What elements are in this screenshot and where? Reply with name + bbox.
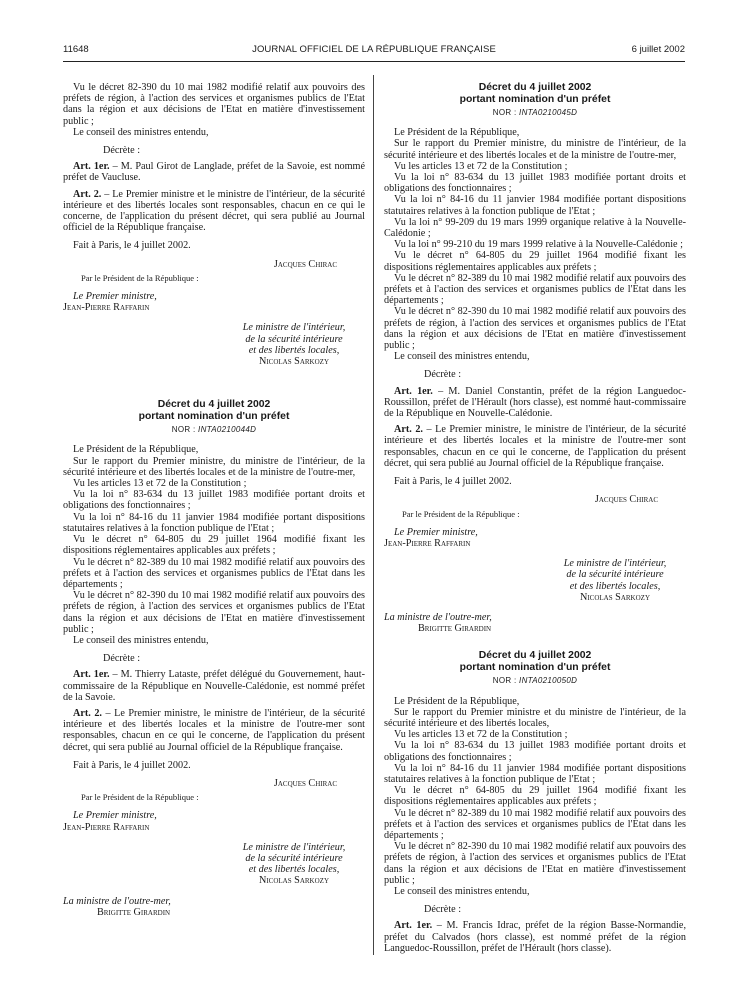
visa: Le Président de la République, — [73, 444, 199, 456]
premier-ministre-name: Jean-Pierre Raffarin — [384, 537, 471, 549]
page-number: 11648 — [63, 44, 89, 55]
article-label: Art. 2. — [73, 707, 102, 719]
interior-minister-name: Nicolas Sarkozy — [258, 356, 329, 368]
article-text: – M. Francis Idrac, préfet de la région Basse-Normandie, préfet du Calvados (hors classe), est nommé préfet de la région Languedoc-Roussillon, préfet de l'Hérault (hors classe). — [384, 920, 686, 954]
visa: Vu le décret n° 64-805 du 29 juillet 1964 modifié fixant les dispositions réglementaires applicables aux préfets ; — [384, 785, 686, 808]
interior-minister-block — [63, 322, 365, 367]
visa: Vu la loi n° 99-209 du 19 mars 1999 organique relative à la Nouvelle-Calédonie ; — [384, 216, 686, 240]
article-1 — [384, 920, 686, 954]
nor-reference — [384, 107, 686, 118]
interior-minister-block — [384, 558, 686, 603]
interior-role-line: de la sécurité intérieure — [245, 333, 343, 345]
visa: Vu la loi n° 84-16 du 11 janvier 1984 modifiée portant dispositions statutaires relatives à la fonction publique de l'Etat ; — [63, 511, 365, 534]
article-label: Art. 1er. — [73, 161, 110, 173]
outre-mer-minister-name: Brigitte Girardin — [418, 623, 492, 635]
decret-block — [63, 399, 365, 918]
interior-role-line: et des libertés locales, — [248, 864, 340, 876]
visa: Le conseil des ministres entendu, — [73, 634, 209, 646]
interior-minister-name: Nicolas Sarkozy — [579, 591, 650, 603]
visa: Vu le décret n° 82-389 du 10 mai 1982 modifié relatif aux pouvoirs des préfets et à l'action des services et organismes publics de l'Etat dans les départements ; — [63, 556, 365, 590]
nor-code: INTA0210045D — [519, 108, 578, 117]
premier-ministre-role: Le Premier ministre, — [73, 810, 157, 822]
article-label: Art. 2. — [73, 188, 102, 200]
visa: Vu le décret n° 64-805 du 29 juillet 1964 modifié fixant les dispositions réglementaires applicables aux préfets ; — [63, 534, 365, 557]
decrete-heading: Décrète : — [424, 369, 462, 381]
decrete-heading: Décrète : — [103, 653, 141, 665]
premier-ministre-role: Le Premier ministre, — [73, 291, 157, 303]
article-label: Art. 1er. — [394, 920, 433, 932]
visa: Sur le rapport du Premier ministre, du ministre de l'intérieur, de la sécurité intérieure et des libertés locales et de la ministre de l'outre-mer, — [63, 455, 365, 478]
fait-a-paris: Fait à Paris, le 4 juillet 2002. — [394, 476, 512, 488]
visa: Le conseil des ministres entendu, — [73, 126, 209, 138]
decret-subtitle: portant nomination d'un préfet — [459, 661, 611, 673]
header-rule — [63, 61, 685, 62]
article-text: – Le Premier ministre, le ministre de l'intérieur, de la sécurité intérieure et des libertés locales et la ministre de l'outre-mer sont responsables, chacun en ce qui le concerne, de l'application du présent décret, qui sera publié au Journal officiel de la République française. — [384, 424, 686, 469]
article-1 — [63, 161, 365, 183]
article-text: – Le Premier ministre et le ministre de l'intérieur, de la sécurité intérieure et des libertés locales sont responsables, chacun en ce qui le concerne, de l'application du présent décret, qui sera publié au Journal officiel de la République française. — [63, 188, 366, 234]
outre-mer-minister-role: La ministre de l'outre-mer, — [63, 895, 171, 907]
nor-label: NOR : — [171, 425, 196, 435]
nor-label: NOR : — [492, 108, 517, 117]
premier-ministre-role: Le Premier ministre, — [394, 526, 478, 538]
interior-minister-name: Nicolas Sarkozy — [258, 875, 329, 887]
article-2 — [63, 189, 365, 234]
decret-subtitle: portant nomination d'un préfet — [459, 93, 611, 105]
outre-mer-minister-role: La ministre de l'outre-mer, — [384, 611, 492, 623]
visa: Vu les articles 13 et 72 de la Constitution ; — [394, 729, 568, 741]
fait-a-paris: Fait à Paris, le 4 juillet 2002. — [73, 759, 191, 771]
visa: Sur le rapport du Premier ministre et du ministre de l'intérieur, de la sécurité intérieure et des libertés locales, — [384, 706, 686, 729]
by-president-line: Par le Président de la République : — [402, 508, 520, 519]
fait-a-paris: Fait à Paris, le 4 juillet 2002. — [73, 240, 191, 252]
interior-minister-block — [63, 842, 365, 887]
decrete-heading: Décrète : — [424, 904, 462, 916]
nor-code: INTA0210050D — [519, 676, 578, 686]
decrete-heading: Décrète : — [103, 145, 141, 157]
column-separator — [373, 75, 374, 955]
left-column — [63, 82, 365, 918]
issue-date: 6 juillet 2002 — [631, 44, 685, 55]
decret-block — [384, 650, 686, 954]
nor-label: NOR : — [492, 676, 517, 686]
interior-role-line: et des libertés locales, — [248, 344, 340, 356]
visa: Le Président de la République, — [394, 127, 520, 139]
visa: Le conseil des ministres entendu, — [394, 885, 530, 897]
interior-role-line: de la sécurité intérieure — [566, 569, 664, 581]
article-2 — [384, 424, 686, 469]
article-text: – M. Daniel Constantin, préfet de la région Languedoc-Roussillon, préfet de l'Hérault (hors classe), est nommé haut-commissaire de la République en Nouvelle-Calédonie. — [384, 385, 686, 420]
visa: Vu le décret n° 82-390 du 10 mai 1982 modifié relatif aux pouvoirs des préfets de région, à l'action des services et organismes publics de l'Etat dans la région et aux décisions de l'Etat en matière d'investissement public ; — [384, 841, 686, 886]
nor-reference — [384, 675, 686, 686]
article-text: – Le Premier ministre, le ministre de l'intérieur, de la sécurité intérieure et des libertés locales et la ministre de l'outre-mer sont responsables, chacun en ce qui le concerne, de l'application du présent décret, qui sera publié au Journal officiel de la République française. — [63, 707, 365, 753]
nor-reference — [63, 424, 365, 435]
visa: Vu la loi n° 83-634 du 13 juillet 1983 modifiée portant droits et obligations des fonctionnaires ; — [384, 740, 686, 763]
visa: Vu la loi n° 84-16 du 11 janvier 1984 modifiée portant dispositions statutaires relatives à la fonction publique de l'Etat ; — [384, 762, 686, 785]
nor-code: INTA0210044D — [198, 425, 257, 435]
interior-role-line: Le ministre de l'intérieur, — [242, 322, 346, 334]
article-label: Art. 1er. — [394, 385, 433, 397]
article-label: Art. 1er. — [73, 669, 110, 681]
premier-ministre-name: Jean-Pierre Raffarin — [63, 821, 150, 833]
decret-title: Décret du 4 juillet 2002 — [478, 650, 592, 662]
outre-mer-minister-name: Brigitte Girardin — [97, 906, 171, 918]
decret-subtitle: portant nomination d'un préfet — [138, 410, 290, 422]
signatory-president: Jacques Chirac — [594, 494, 658, 506]
visa: Vu les articles 13 et 72 de la Constitution ; — [73, 478, 247, 490]
visa: Vu le décret n° 82-389 du 10 mai 1982 modifié relatif aux pouvoirs des préfets et à l'action des services et organismes publics de l'Etat dans les départements ; — [384, 807, 686, 841]
visa: Vu les articles 13 et 72 de la Constitution ; — [394, 160, 568, 172]
visa: Le conseil des ministres entendu, — [394, 351, 530, 363]
visa: Vu la loi n° 83-634 du 13 juillet 1983 modifiée portant droits et obligations des fonctionnaires ; — [384, 172, 686, 195]
article-1 — [384, 386, 686, 420]
interior-role-line: Le ministre de l'intérieur, — [242, 841, 346, 853]
decret-title: Décret du 4 juillet 2002 — [157, 399, 271, 411]
visa: Le Président de la République, — [394, 695, 520, 707]
article-1 — [63, 669, 365, 703]
visa: Vu la loi n° 99-210 du 19 mars 1999 relative à la Nouvelle-Calédonie ; — [394, 239, 683, 251]
visa: Sur le rapport du Premier ministre, du ministre de l'intérieur, de la sécurité intérieure et des libertés locales et de la ministre de l'outre-mer, — [384, 138, 686, 161]
visa: Vu la loi n° 84-16 du 11 janvier 1984 modifiée portant dispositions statutaires relatives à la fonction publique de l'Etat ; — [384, 194, 686, 217]
signatory-president: Jacques Chirac — [273, 777, 337, 789]
right-column — [384, 82, 686, 954]
decret-block — [384, 82, 686, 634]
by-president-line: Par le Président de la République : — [81, 792, 199, 803]
interior-role-line: de la sécurité intérieure — [245, 852, 343, 864]
visa: Vu le décret n° 64-805 du 29 juillet 1964 modifié fixant les dispositions réglementaires applicables aux préfets ; — [384, 250, 686, 273]
article-text: – M. Paul Girot de Langlade, préfet de la Savoie, est nommé préfet de Vaucluse. — [63, 161, 365, 184]
journal-title: JOURNAL OFFICIEL DE LA RÉPUBLIQUE FRANÇAISE — [252, 44, 496, 55]
article-label: Art. 2. — [394, 424, 423, 436]
visa: Vu le décret 82-390 du 10 mai 1982 modifié relatif aux pouvoirs des préfets de région, à l'action des services et organismes publics de l'Etat dans la région et aux décisions de l'Etat en matière d'investissement public ; — [63, 82, 365, 127]
interior-role-line: et des libertés locales, — [569, 580, 661, 592]
page-header — [63, 44, 685, 58]
by-president-line: Par le Président de la République : — [81, 272, 199, 283]
decret-title: Décret du 4 juillet 2002 — [478, 82, 592, 93]
article-2 — [63, 708, 365, 753]
visa: Vu la loi n° 83-634 du 13 juillet 1983 modifiée portant droits et obligations des fonctionnaires ; — [63, 489, 365, 512]
interior-role-line: Le ministre de l'intérieur, — [563, 558, 667, 570]
visa: Vu le décret n° 82-389 du 10 mai 1982 modifié relatif aux pouvoirs des préfets et à l'action des services et organismes publics de l'Etat dans les départements ; — [384, 272, 686, 307]
signatory-president: Jacques Chirac — [273, 258, 337, 270]
premier-ministre-name: Jean-Pierre Raffarin — [63, 302, 150, 314]
article-text: – M. Thierry Lataste, préfet délégué du Gouvernement, haut-commissaire de la République en Nouvelle-Calédonie, est nommé préfet de la Savoie. — [63, 669, 365, 703]
visa: Vu le décret n° 82-390 du 10 mai 1982 modifié relatif aux pouvoirs des préfets de région, à l'action des services et organismes publics de l'Etat dans la région et aux décisions de l'Etat en matière d'investissement public ; — [63, 590, 365, 635]
visa: Vu le décret n° 82-390 du 10 mai 1982 modifié relatif aux pouvoirs des préfets de région, à l'action des services et organismes publics de l'Etat dans la région et aux décisions de l'Etat en matière d'investissement public ; — [384, 306, 686, 352]
